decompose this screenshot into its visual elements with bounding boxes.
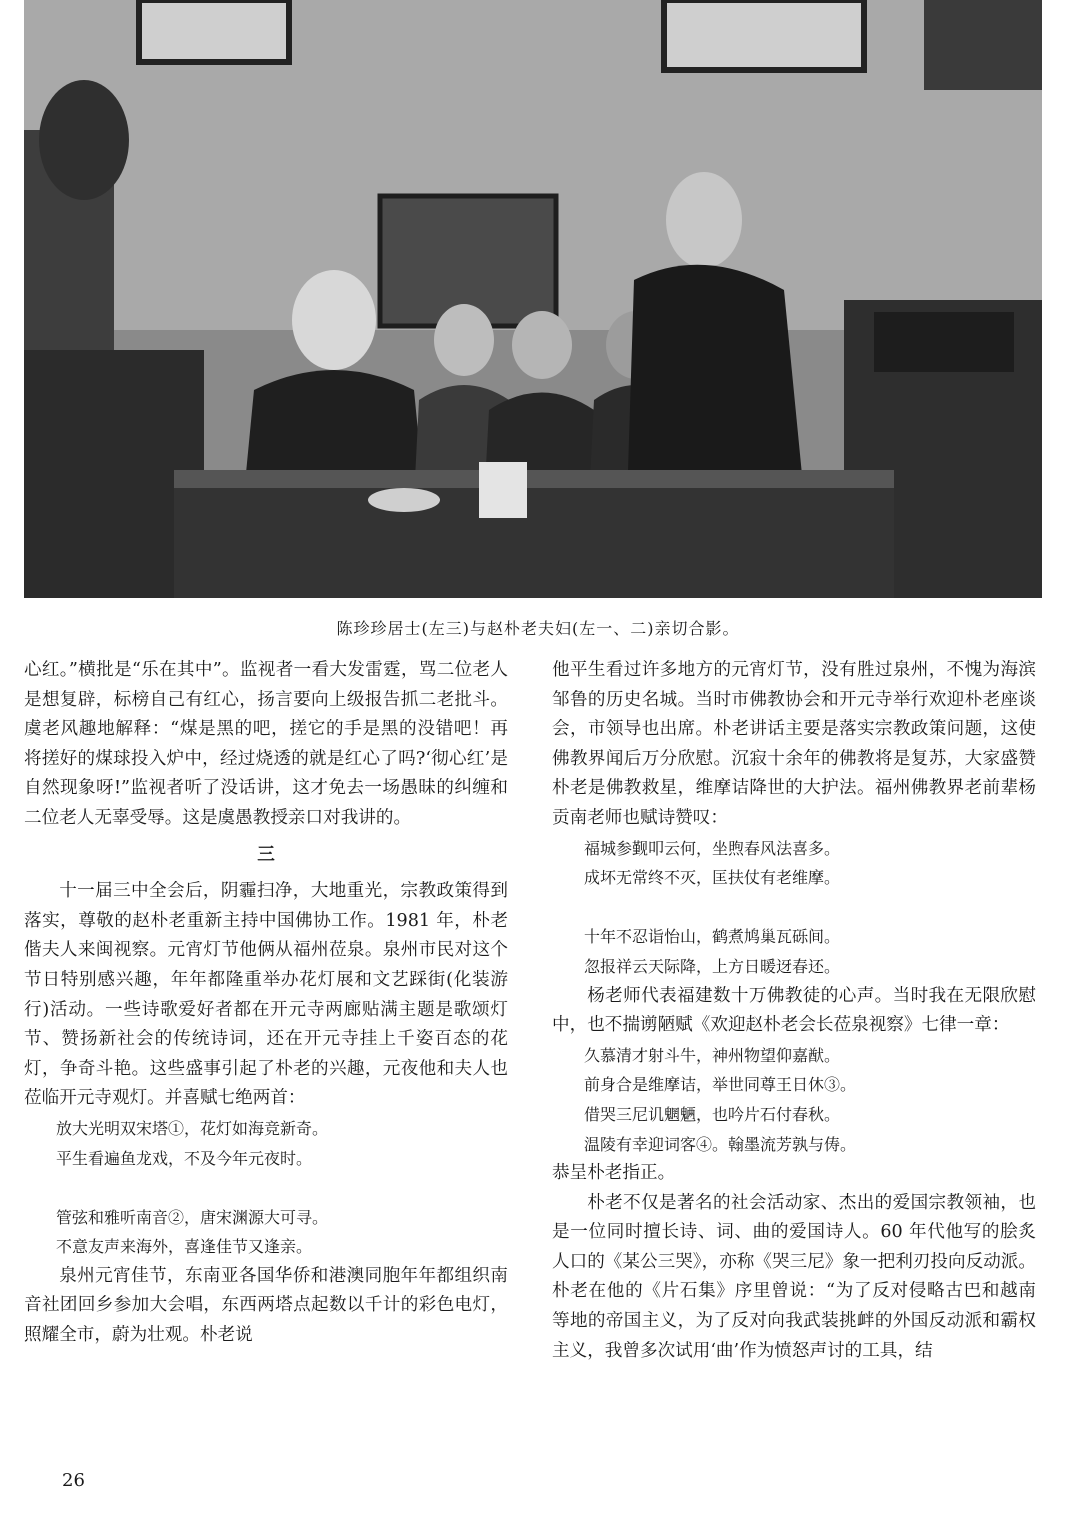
paragraph: 泉州元宵佳节，东南亚各国华侨和港澳同胞年年都组织南音社团回乡参加大会唱，东西两塔点起数以千计的彩色电灯，照耀全市，蔚为壮观。朴老说 <box>24 1265 508 1346</box>
poem-line: 十年不忍诣怡山，鹤煮鸠巢瓦砾间。 <box>584 927 841 947</box>
page-number: 26 <box>62 1470 85 1491</box>
poem-line: 温陵有幸迎词客④。翰墨流芳孰与俦。 <box>584 1134 857 1154</box>
paragraph: 朴老不仅是著名的社会活动家、杰出的爱国宗教领袖，也是一位同时擅长诗、词、曲的爱国诗人。60 年代他写的脍炙人口的《某公三哭》，亦称《哭三尼》象一把利刃投向反动派。朴老在他的《片石集》序里曾说：“为了反对侵略古巴和越南等地的帝国主义，为了反对向我武装挑衅的外国反动派和霸权主义，我曾多次试用‘曲’作为愤怒声讨的工具，结 <box>552 1192 1036 1361</box>
right-column <box>552 656 1036 1366</box>
poem-line: 平生看遍鱼龙戏，不及今年元夜时。 <box>56 1148 313 1168</box>
photo-caption: 陈珍珍居士(左三)与赵朴老夫妇(左一、二)亲切合影。 <box>336 619 740 638</box>
poem-line: 久慕清才射斗牛，神州物望仰嘉猷。 <box>584 1045 841 1065</box>
poem-line: 借哭三尼讥魍魉，也吟片石付春秋。 <box>584 1104 841 1124</box>
poem-line: 忽报祥云天际降，上方日暖迓春还。 <box>584 956 841 976</box>
poem-line: 成坏无常终不灭，匡扶仗有老维摩。 <box>584 868 841 888</box>
paragraph: 十一届三中全会后，阴霾扫净，大地重光，宗教政策得到落实，尊敬的赵朴老重新主持中国佛协工作。1981 年，朴老偕夫人来闽视察。元宵灯节他俩从福州莅泉。泉州市民对这个节日特别感兴趣，年年都隆重举办花灯展和文艺踩街(化装游行)活动。一些诗歌爱好者都在开元寺两廊贴满主题是歌颂灯节、赞扬新社会的传统诗词，还在开元寺挂上千姿百态的花灯，争奇斗艳。这些盛事引起了朴老的兴趣，元夜他和夫人也莅临开元寺观灯。并喜赋七绝两首： <box>24 881 508 1109</box>
blank-line <box>24 1173 508 1203</box>
poem-line: 放大光明双宋塔①，花灯如海竞新奇。 <box>56 1118 329 1138</box>
poem-line: 前身合是维摩诘，举世同尊王日休③。 <box>584 1075 857 1095</box>
paragraph: 杨老师代表福建数十万佛教徒的心声。当时我在无限欣慰中，也不揣谫陋赋《欢迎赵朴老会长莅泉视察》七律一章： <box>552 985 1036 1036</box>
group-photo <box>24 0 1042 598</box>
paragraph: 他平生看过许多地方的元宵灯节，没有胜过泉州，不愧为海滨邹鲁的历史名城。当时市佛教协会和开元寺举行欢迎朴老座谈会，市领导也出席。朴老讲话主要是落实宗教政策问题，这使佛教界闻后万分欣慰。沉寂十余年的佛教将是复苏，大家盛赞朴老是佛教救星，维摩诘降世的大护法。福州佛教界老前辈杨贡南老师也赋诗赞叹： <box>552 660 1036 828</box>
paragraph: 恭呈朴老指正。 <box>552 1163 676 1184</box>
photo-icon <box>24 0 1042 598</box>
paragraph: 心红。”横批是“乐在其中”。监视者一看大发雷霆，骂二位老人是想复辟，标榜自己有红心，扬言要向上级报告抓二老批斗。虞老风趣地解释：“煤是黑的吧，搓它的手是黑的没错吧！再将搓好的煤球投入炉中，经过烧透的就是红心了吗?‘彻心红’是自然现象呀!”监视者听了没话讲，这才免去一场愚昧的纠缠和二位老人无辜受辱。这是虞愚教授亲口对我讲的。 <box>24 660 508 828</box>
blank-line <box>552 893 1036 923</box>
left-column <box>24 656 508 1351</box>
poem-line: 不意友声来海外，喜逢佳节又逢亲。 <box>56 1237 313 1257</box>
poem-line: 管弦和雅听南音②，唐宋渊源大可寻。 <box>56 1207 329 1227</box>
section-heading: 三 <box>257 843 275 865</box>
poem-line: 福城参觐叩云何，坐煦春风法喜多。 <box>584 838 841 858</box>
